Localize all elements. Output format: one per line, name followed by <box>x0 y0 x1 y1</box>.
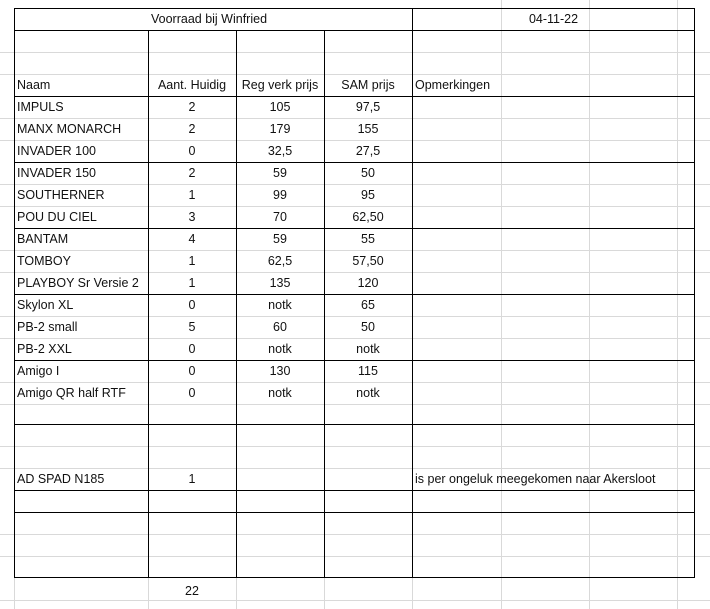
cell-name[interactable]: PB-2 small <box>17 320 78 334</box>
cell-reg-price[interactable]: 59 <box>273 166 287 180</box>
extra-row-qty[interactable]: 1 <box>188 472 196 486</box>
cell-qty[interactable]: 2 <box>188 100 196 114</box>
extra-row-name[interactable]: AD SPAD N185 <box>17 472 105 486</box>
cell-name[interactable]: PLAYBOY Sr Versie 2 <box>17 276 139 290</box>
table-border <box>14 30 695 31</box>
cell-reg-price[interactable]: 135 <box>269 276 291 290</box>
cell-qty[interactable]: 0 <box>188 144 196 158</box>
cell-sam-price[interactable]: 62,50 <box>352 210 384 224</box>
cell-qty[interactable]: 0 <box>188 342 196 356</box>
cell-qty[interactable]: 0 <box>188 386 196 400</box>
header-remarks[interactable]: Opmerkingen <box>415 78 491 92</box>
gridline <box>0 52 710 53</box>
cell-name[interactable]: TOMBOY <box>17 254 71 268</box>
cell-reg-price[interactable]: 130 <box>269 364 291 378</box>
cell-reg-price[interactable]: notk <box>268 386 292 400</box>
cell-qty[interactable]: 2 <box>188 166 196 180</box>
table-border <box>14 512 695 513</box>
cell-name[interactable]: MANX MONARCH <box>17 122 122 136</box>
cell-reg-price[interactable]: notk <box>268 298 292 312</box>
cell-qty[interactable]: 5 <box>188 320 196 334</box>
gridline <box>0 534 710 535</box>
cell-sam-price[interactable]: 27,5 <box>355 144 381 158</box>
cell-reg-price[interactable]: 105 <box>269 100 291 114</box>
cell-qty[interactable]: 1 <box>188 254 196 268</box>
cell-sam-price[interactable]: 115 <box>358 364 378 378</box>
extra-row-remark[interactable]: is per ongeluk meegekomen naar Akersloot <box>415 472 656 486</box>
gridline <box>412 578 413 609</box>
cell-sam-price[interactable]: 57,50 <box>352 254 384 268</box>
cell-qty[interactable]: 3 <box>188 210 196 224</box>
cell-reg-price[interactable]: 99 <box>273 188 287 202</box>
total-qty[interactable]: 22 <box>185 584 199 598</box>
cell-sam-price[interactable]: 97,5 <box>355 100 381 114</box>
gridline <box>324 578 325 609</box>
cell-name[interactable]: INVADER 150 <box>17 166 96 180</box>
header-sam-price[interactable]: SAM prijs <box>341 78 395 92</box>
gridline <box>236 578 237 609</box>
cell-sam-price[interactable]: 120 <box>357 276 379 290</box>
cell-reg-price[interactable]: 62,5 <box>267 254 293 268</box>
cell-name[interactable]: POU DU CIEL <box>17 210 97 224</box>
gridline <box>589 0 590 609</box>
cell-sam-price[interactable]: 95 <box>361 188 375 202</box>
cell-name[interactable]: IMPULS <box>17 100 64 114</box>
cell-sam-price[interactable]: 55 <box>361 232 375 246</box>
cell-sam-price[interactable]: 65 <box>361 298 375 312</box>
header-qty[interactable]: Aant. Huidig <box>157 78 227 92</box>
header-name[interactable]: Naam <box>17 78 51 92</box>
gridline <box>0 446 710 447</box>
cell-sam-price[interactable]: 155 <box>357 122 379 136</box>
cell-sam-price[interactable]: 50 <box>361 320 375 334</box>
gridline <box>0 404 710 405</box>
cell-reg-price[interactable]: 60 <box>273 320 287 334</box>
sheet-title[interactable]: Voorraad bij Winfried <box>151 12 268 26</box>
sheet-date[interactable]: 04-11-22 <box>528 12 579 26</box>
cell-qty[interactable]: 1 <box>188 276 196 290</box>
cell-sam-price[interactable]: notk <box>356 386 380 400</box>
gridline <box>0 556 710 557</box>
table-border <box>14 424 695 425</box>
cell-sam-price[interactable]: 50 <box>361 166 375 180</box>
cell-qty[interactable]: 1 <box>188 188 196 202</box>
cell-qty[interactable]: 2 <box>188 122 196 136</box>
cell-sam-price[interactable]: notk <box>356 342 380 356</box>
cell-name[interactable]: SOUTHERNER <box>17 188 105 202</box>
cell-reg-price[interactable]: 70 <box>273 210 287 224</box>
cell-qty[interactable]: 4 <box>188 232 196 246</box>
gridline <box>14 578 15 609</box>
cell-reg-price[interactable]: 59 <box>273 232 287 246</box>
table-border <box>14 490 695 491</box>
table-border <box>694 8 695 578</box>
cell-reg-price[interactable]: notk <box>268 342 292 356</box>
cell-name[interactable]: Amigo I <box>17 364 60 378</box>
cell-name[interactable]: PB-2 XXL <box>17 342 72 356</box>
cell-qty[interactable]: 0 <box>188 364 196 378</box>
cell-name[interactable]: BANTAM <box>17 232 69 246</box>
cell-reg-price[interactable]: 32,5 <box>267 144 293 158</box>
gridline <box>0 600 710 601</box>
table-border <box>14 577 695 578</box>
header-reg-price[interactable]: Reg verk prijs <box>241 78 319 92</box>
cell-name[interactable]: INVADER 100 <box>17 144 96 158</box>
cell-name[interactable]: Skylon XL <box>17 298 74 312</box>
gridline <box>677 0 678 609</box>
cell-name[interactable]: Amigo QR half RTF <box>17 386 126 400</box>
cell-qty[interactable]: 0 <box>188 298 196 312</box>
cell-reg-price[interactable]: 179 <box>269 122 291 136</box>
